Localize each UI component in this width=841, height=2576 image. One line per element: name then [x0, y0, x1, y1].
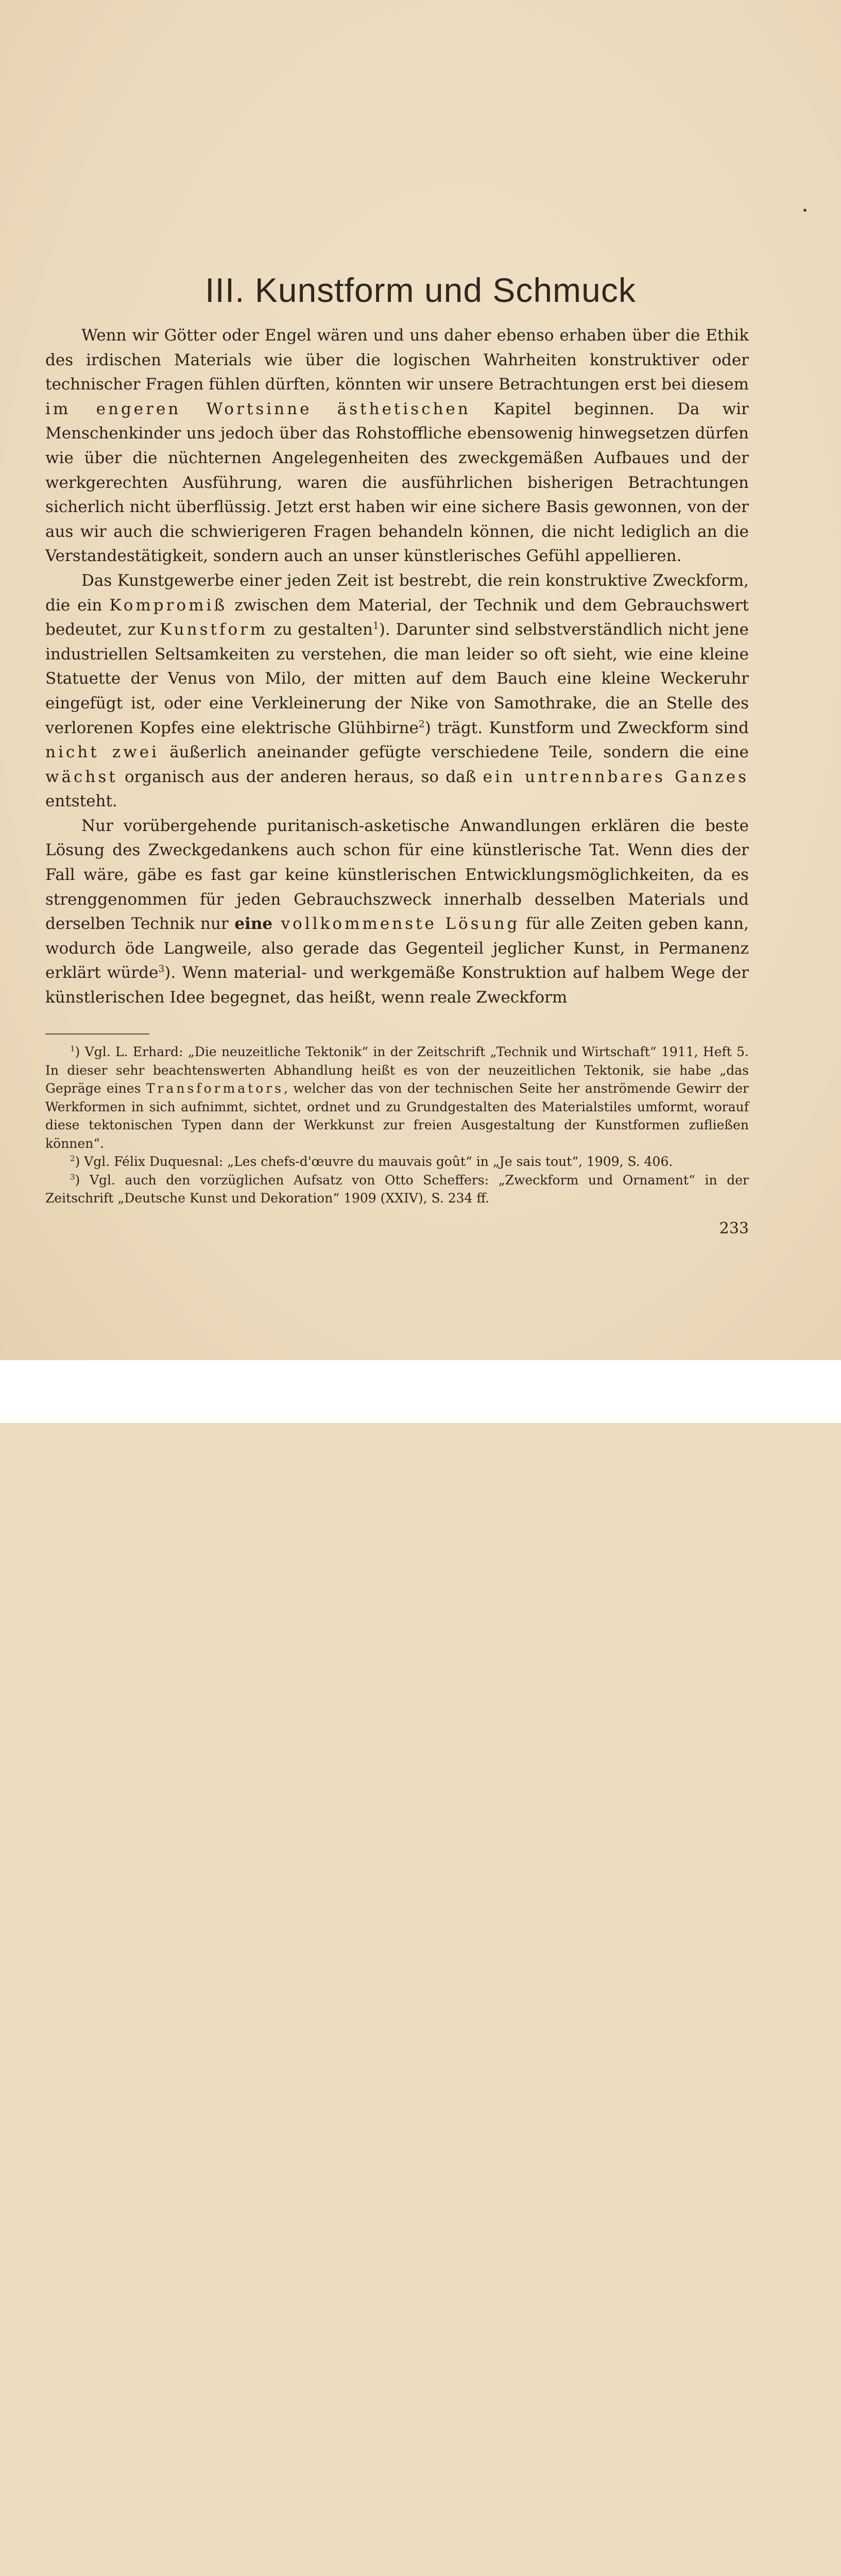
footnote-3: $^3$) Vgl. auch den vorzüglichen Aufsatz von Otto Scheffers: „Zweckform und Ornament“ in der Zeitschrift „Deutsche Kunst und Dekoration“ 1909 (XXIV), S. 234 ff.	[45, 1172, 749, 1206]
spaced-emphasis: im engeren Wortsinne ästhetischen	[45, 399, 471, 418]
digitization-footer	[0, 1360, 841, 1423]
footnotes	[45, 1043, 749, 1208]
footnote-marker: 3	[158, 964, 165, 975]
footnote-marker: 2	[418, 719, 425, 730]
dust-speck	[803, 209, 806, 212]
body-text	[45, 324, 749, 1010]
spaced-emphasis: Kunstform	[160, 620, 268, 639]
footnote-1: $^1$) Vgl. L. Erhard: „Die neuzeitliche Tektonik“ in der Zeitschrift „Technik und Wirtschaft“ 1911, Heft 5. In dieser sehr beachtenswerten Abhandlung heißt es von der neuzeitlichen Tektonik, sie habe „das Gepräge eines Transformators, welcher das von der technischen Seite her anströmende Gewirr der Werkformen in sich aufnimmt, sichtet, ordnet und zu Grundgestalten des Materialstiles umformt, worauf diese tektonischen Typen dann der Werkkunst zur freien Ausgestaltung der Kunstformen zufließen können“.	[45, 1044, 749, 1151]
paragraph-2: Das Kunstgewerbe einer jeden Zeit ist bestrebt, die rein konstruktive Zweckform, die ein Kompromiß zwischen dem Material, der Technik und dem Gebrauchswert bedeutet, zur Kunstform zu gestalten$^1$). Darunter sind selbstverständlich nicht jene industriellen Seltsamkeiten zu verstehen, die man leider so oft sieht, wie eine kleine Statuette der Venus von Milo, der mitten auf dem Bauch eine kleine Weckeruhr eingefügt ist, oder eine Verkleinerung der Nike von Samothrake, die an Stelle des verlorenen Kopfes eine elektrische Glühbirne$^2$) trägt. Kunstform und Zweckform sind nicht zwei äußerlich aneinander gefügte verschiedene Teile, sondern die eine wächst organisch aus der anderen heraus, so daß ein untrennbares Ganzes entsteht.	[45, 571, 749, 811]
bold-emphasis: eine	[234, 914, 273, 934]
spaced-emphasis: Kompromiß	[109, 596, 228, 615]
spaced-emphasis: ein untrennbares Ganzes	[483, 767, 749, 786]
spaced-emphasis: Transformators	[146, 1081, 284, 1096]
paragraph-3: Nur vorübergehende puritanisch-asketische Anwandlungen erklären die beste Lösung des Zweckgedankens auch schon für eine künstlerische Tat. Wenn dies der Fall wäre, gäbe es fast gar keine künstlerischen Entwicklungsmöglichkeiten, da es strenggenommen für jeden Gebrauchszweck innerhalb desselben Materials und derselben Technik nur eine vollkommenste Lösung für alle Zeiten geben kann, wodurch öde Langweile, also gerade das Gegenteil jeglicher Kunst, in Permanenz erklärt würde$^3$). Wenn material- und werkgemäße Konstruktion auf halbem Wege der künstlerischen Idee begegnet, das heißt, wenn reale Zweckform	[45, 816, 749, 1007]
paragraph-1: Wenn wir Götter oder Engel wären und uns daher ebenso erhaben über die Ethik des irdischen Materials wie über die logischen Wahrheiten konstruktiver oder technischer Fragen fühlen dürften, könnten wir unsere Betrachtungen erst bei diesem im engeren Wortsinne ästhetischen Kapitel beginnen. Da wir Menschenkinder uns jedoch über das Rohstoffliche ebensowenig hinwegsetzen dürfen wie über die nüchternen Angelegenheiten des zweckgemäßen Aufbaues und der werkgerechten Ausführung, waren die ausführlichen bisherigen Betrachtungen sicherlich nicht überflüssig. Jetzt erst haben wir eine sichere Basis gewonnen, von der aus wir auch die schwierigeren Fragen behandeln können, die nicht lediglich an die Verstandestätigkeit, sondern auch an unser künstlerisches Gefühl appellieren.	[45, 326, 749, 566]
page-number: 233	[719, 1219, 749, 1238]
footnote-marker: 1	[372, 620, 379, 632]
spaced-emphasis: nicht zwei	[45, 743, 159, 762]
chapter-title: III. Kunstform und Schmuck	[205, 271, 636, 309]
spaced-emphasis: wächst	[45, 767, 118, 786]
footnote-2: $^2$) Vgl. Félix Duquesnal: „Les chefs-d'œuvre du mauvais goût“ in „Je sais tout“, 1909, S. 406.	[70, 1154, 673, 1169]
spaced-emphasis: vollkommenste Lösung	[272, 914, 520, 934]
footnote-divider	[45, 1033, 149, 1035]
